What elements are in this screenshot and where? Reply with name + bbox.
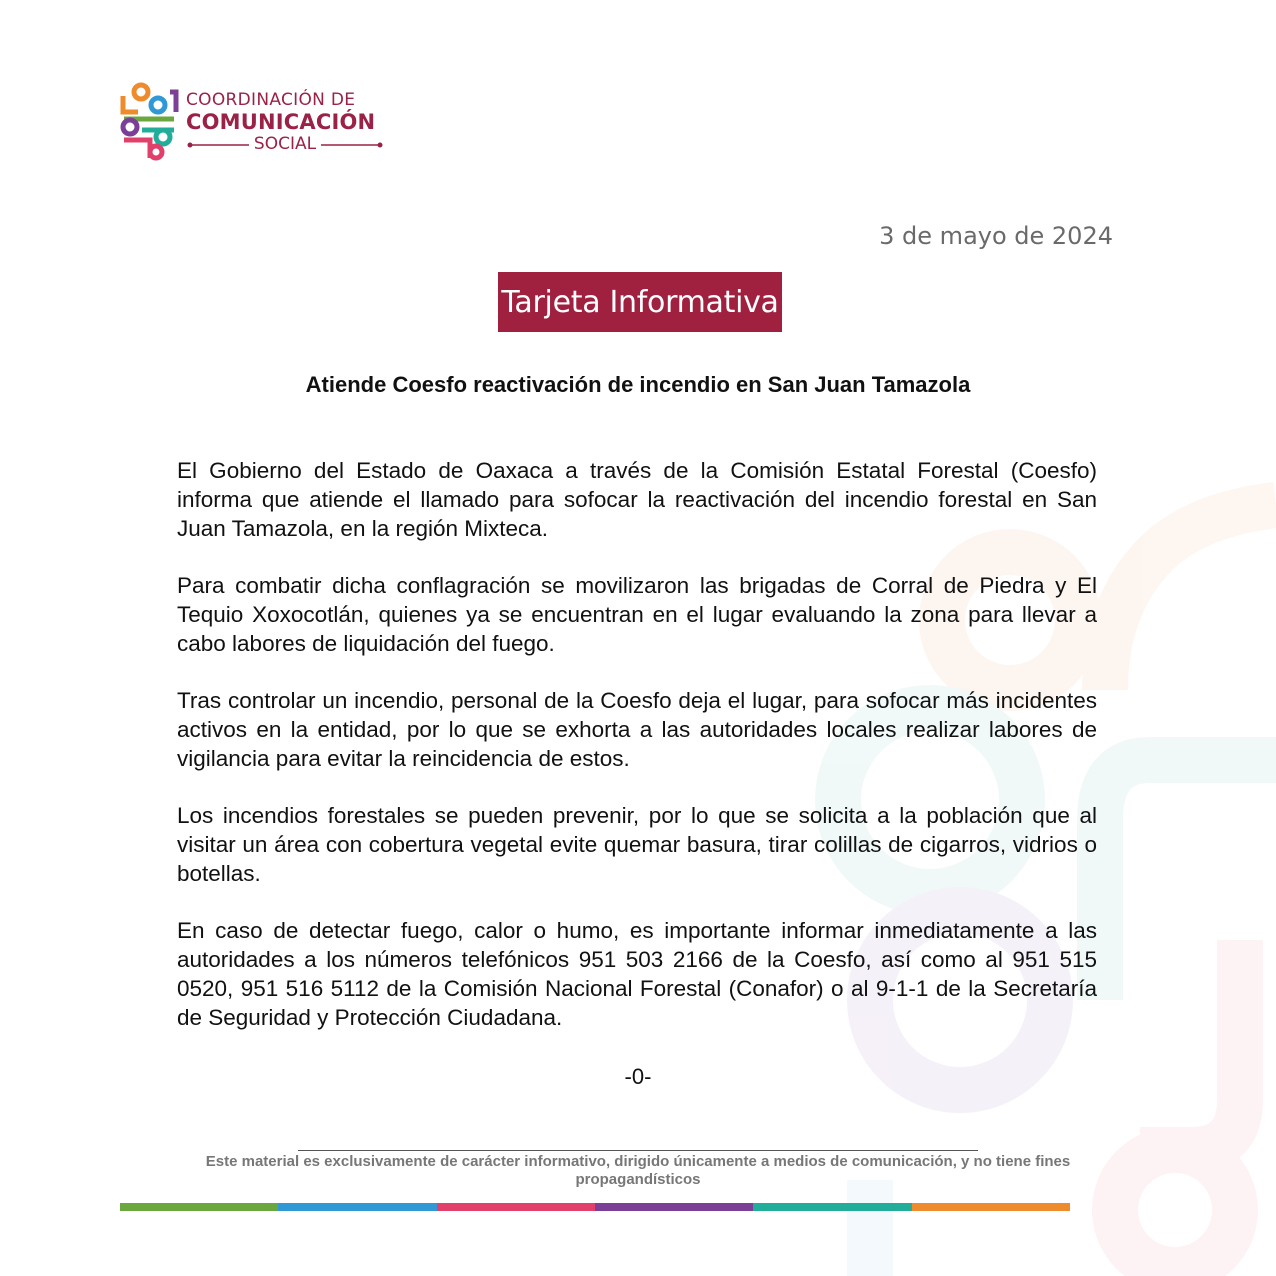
logo-line-2: COMUNICACIÓN: [186, 110, 376, 134]
stripe-segment: [912, 1203, 1070, 1211]
logo-line-3: SOCIAL: [249, 134, 321, 154]
color-stripe: [120, 1203, 1070, 1211]
logo: [118, 82, 398, 164]
logo-line-1: COORDINACIÓN DE: [186, 90, 356, 110]
footer-divider: [298, 1150, 978, 1151]
document-type-badge: Tarjeta Informativa: [498, 272, 782, 332]
stripe-segment: [753, 1203, 911, 1211]
paragraph: El Gobierno del Estado de Oaxaca a través de la Comisión Estatal Forestal (Coesfo) informa que atiende el llamado para sofocar la reactivación del incendio forestal en San Juan Tamazola, en la región Mixteca.: [177, 458, 1097, 541]
article-body: [177, 456, 1097, 1060]
end-mark: -0-: [624, 1064, 652, 1089]
paragraph: Para combatir dicha conflagración se movilizaron las brigadas de Corral de Piedra y El Tequio Xoxocotlán, quienes ya se encuentran en el lugar evaluando la zona para llevar a cabo labores de liquidación del fuego.: [177, 573, 1097, 656]
publication-date: 3 de mayo de 2024: [879, 222, 1113, 250]
knot-logo-icon: [118, 82, 180, 162]
stripe-segment: [437, 1203, 595, 1211]
paragraph: Tras controlar un incendio, personal de la Coesfo deja el lugar, para sofocar más incidentes activos en la entidad, por lo que se exhorta a las autoridades locales realizar labores de vigilancia para evitar la reincidencia de estos.: [177, 688, 1097, 771]
stripe-segment: [278, 1203, 436, 1211]
stripe-segment: [120, 1203, 278, 1211]
disclaimer: Este material es exclusivamente de carácter informativo, dirigido únicamente a medios de comunicación, y no tiene fines propagandísticos: [205, 1153, 1071, 1188]
paragraph: En caso de detectar fuego, calor o humo, es importante informar inmediatamente a las autoridades a los números telefónicos 951 503 2166 de la Coesfo, así como al 951 515 0520, 951 516 5112 de la Comisión Nacional Forestal (Conafor) o al 9-1-1 de la Secretaría de Seguridad y Protección Ciudadana.: [177, 918, 1097, 1030]
headline: Atiende Coesfo reactivación de incendio en San Juan Tamazola: [305, 372, 971, 397]
paragraph: Los incendios forestales se pueden prevenir, por lo que se solicita a la población que al visitar un área con cobertura vegetal evite quemar basura, tirar colillas de cigarros, vidrios o botellas.: [177, 803, 1097, 886]
stripe-segment: [595, 1203, 753, 1211]
